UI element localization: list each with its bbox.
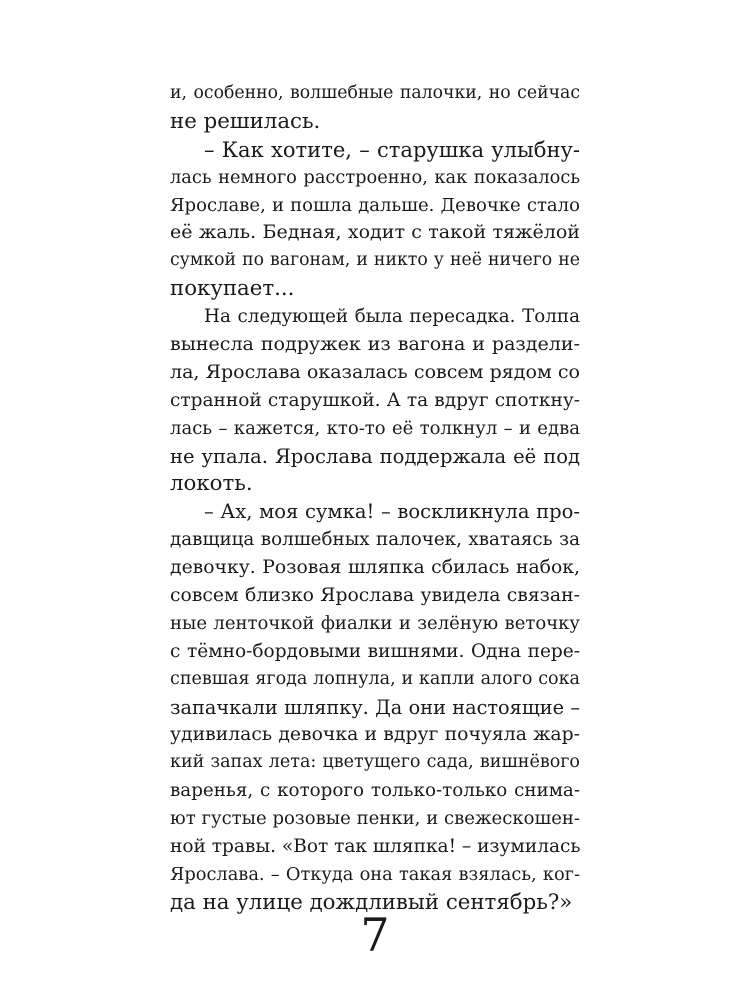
- text-line: вынесла подружек из вагона и раздели-: [170, 333, 580, 356]
- text-line: девочку. Розовая шляпка сбилась набок,: [170, 557, 580, 579]
- page-number: 7: [360, 908, 390, 962]
- body-text: [170, 80, 580, 917]
- text-line: да на улице дождливый сентябрь?»: [170, 889, 573, 915]
- text-line: ла, Ярослава оказалась совсем рядом со: [170, 360, 580, 383]
- text-line: и, особенно, волшебные палочки, но сейчас: [170, 83, 580, 103]
- text-line: локоть.: [170, 471, 253, 497]
- text-line: запачкали шляпку. Да они настоящие –: [170, 695, 580, 719]
- text-line: ные ленточкой фиалки и зелёную веточку: [170, 612, 580, 634]
- text-line: ной травы. «Вот так шляпка! – изумилась: [170, 836, 581, 858]
- text-line: странной старушкой. А та вдруг споткну-: [170, 389, 580, 411]
- text-line: – Ах, моя сумка! – воскликнула про-: [204, 500, 580, 524]
- text-line: лась – кажется, кто-то её толкнул – и едва: [170, 417, 580, 439]
- text-line: Ярославе, и пошла дальше. Девочке стало: [170, 194, 580, 216]
- text-line: варенья, с которого только-только снима-: [170, 780, 580, 802]
- text-line: не решилась.: [170, 108, 321, 134]
- text-line: сумкой по вагонам, и никто у неё ничего не: [170, 250, 580, 271]
- text-line: давщица волшебных палочек, хватаясь за: [170, 529, 580, 551]
- text-line: совсем близко Ярослава увидела связан-: [170, 585, 580, 607]
- text-line: спевшая ягода лопнула, и капли алого сока: [170, 668, 580, 689]
- text-line: – Как хотите, – старушка улыбну-: [204, 136, 580, 162]
- text-line: с тёмно-бордовыми вишнями. Одна пере-: [170, 640, 580, 662]
- text-line: На следующей была пересадка. Толпа: [204, 306, 580, 328]
- text-line: не упала. Ярослава поддержала её под: [170, 444, 580, 468]
- text-line: лась немного расстроенно, как показалось: [170, 166, 580, 188]
- text-line: покупает...: [170, 276, 295, 302]
- text-line: кий запах лета: цветущего сада, вишнёвого: [170, 752, 580, 773]
- text-line: её жаль. Бедная, ходит с такой тяжёлой: [170, 221, 580, 244]
- text-line: удивилась девочка и вдруг почуяла жар-: [170, 724, 580, 746]
- text-line: Ярослава. – Откуда она такая взялась, ког-: [170, 863, 580, 885]
- text-line: ют густые розовые пенки, и свежескошен-: [170, 808, 580, 830]
